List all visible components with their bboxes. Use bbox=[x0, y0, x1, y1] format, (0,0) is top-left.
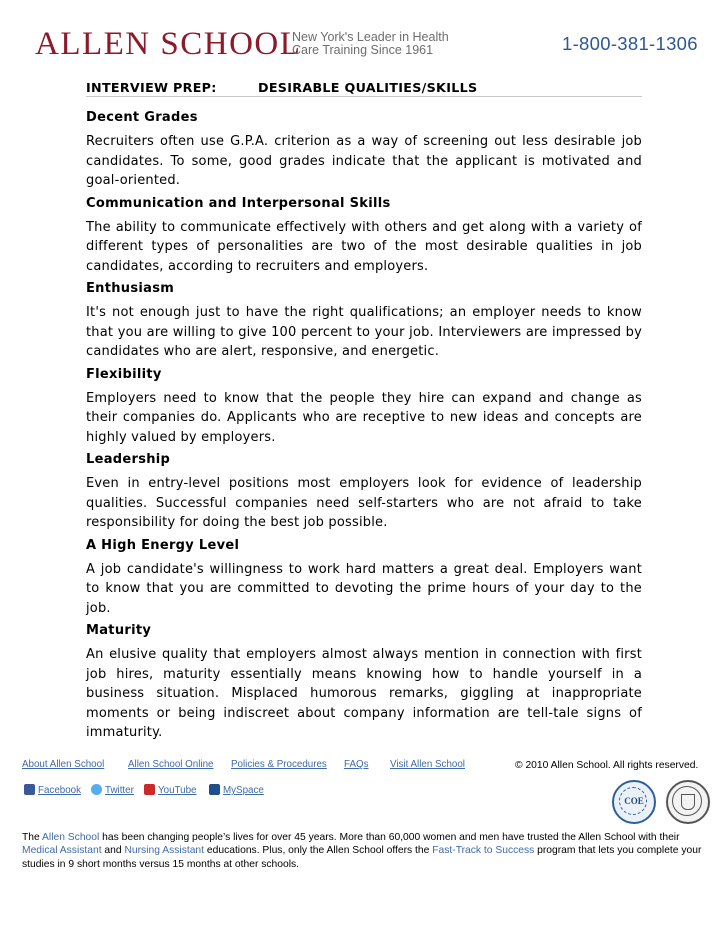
section-heading: Leadership bbox=[86, 452, 171, 467]
promo-text: program that lets you complete your studies in 9 short months versus 15 months at other schools. bbox=[22, 845, 702, 870]
header-tagline bbox=[292, 31, 472, 57]
section-leadership bbox=[86, 452, 642, 533]
coe-label: COE bbox=[624, 796, 644, 806]
copyright-text: © 2010 Allen School. All rights reserved. bbox=[515, 760, 699, 771]
promo-paragraph bbox=[22, 831, 712, 871]
new-york-state-seal-icon bbox=[666, 780, 710, 824]
youtube-link[interactable]: YouTube bbox=[158, 785, 197, 796]
seal-crest bbox=[681, 794, 695, 810]
link-policies-procedures[interactable]: Policies & Procedures bbox=[231, 759, 327, 770]
promo-text: and bbox=[101, 845, 125, 857]
section-body: An elusive quality that employers almost always mention in connection with first job hires, maturity essentially means knowing how to handle yourself in a business situation. Misplaced humorous remarks, giggling at inappropriate moments or being indiscreet about company information are tell-tale signs of immaturity. bbox=[86, 647, 642, 740]
section-heading: A High Energy Level bbox=[86, 537, 240, 553]
section-body: Recruiters often use G.P.A. criterion as a way of screening out less desirable job candidates. To some, good grades indicate that the applicant is motivated and goal-oriented. bbox=[86, 134, 642, 188]
myspace-link[interactable]: MySpace bbox=[223, 785, 264, 796]
section-communication bbox=[86, 196, 642, 277]
section-heading: Maturity bbox=[86, 623, 152, 638]
coe-accreditation-seal-icon bbox=[612, 780, 656, 824]
section-body: It's not enough just to have the right qualifications; an employer needs to know that you are willing to give 100 percent to your job. Interviewers are impressed by candidates who are alert, responsive, and energetic. bbox=[86, 305, 642, 359]
link-about-allen-school[interactable]: About Allen School bbox=[22, 759, 105, 770]
facebook-icon bbox=[24, 784, 35, 795]
promo-text: educations. Plus, only the Allen School offers the bbox=[204, 845, 433, 857]
section-body: Even in entry-level positions most employers look for evidence of leadership qualities. Successful companies need self-starters who are not afraid to take responsibility for doing the best job possible. bbox=[86, 476, 642, 530]
social-twitter[interactable] bbox=[91, 784, 134, 796]
allen-school-logo: ALLEN SCHOOL bbox=[35, 26, 302, 62]
title-left: INTERVIEW PREP: bbox=[86, 80, 217, 95]
social-youtube[interactable] bbox=[144, 784, 197, 796]
section-decent-grades bbox=[86, 110, 642, 191]
section-maturity bbox=[86, 623, 642, 743]
promo-text: has been changing people’s lives for over 45 years. More than 60,000 women and men have trusted the Allen School with their bbox=[99, 832, 680, 843]
social-myspace[interactable] bbox=[209, 784, 264, 796]
tagline-line-2: Care Training Since 1961 bbox=[292, 43, 434, 57]
promo-link-allen-school[interactable]: Allen School bbox=[42, 832, 100, 843]
section-body: A job candidate's willingness to work hard matters a great deal. Employers want to know that you are committed to devoting the prime hours of your day to the job. bbox=[86, 561, 642, 616]
section-heading: Communication and Interpersonal Skills bbox=[86, 195, 391, 211]
section-heading: Flexibility bbox=[86, 366, 162, 382]
twitter-icon bbox=[91, 784, 102, 795]
tagline-line-1: New York's Leader in Health bbox=[292, 30, 449, 44]
section-heading: Decent Grades bbox=[86, 110, 198, 125]
promo-link-nursing-assistant[interactable]: Nursing Assistant bbox=[124, 845, 205, 857]
facebook-link[interactable]: Facebook bbox=[38, 785, 82, 796]
promo-text: The bbox=[22, 832, 43, 843]
link-faqs[interactable]: FAQs bbox=[344, 759, 369, 770]
link-allen-school-online[interactable]: Allen School Online bbox=[128, 759, 214, 770]
promo-link-medical-assistant[interactable]: Medical Assistant bbox=[22, 845, 102, 857]
section-enthusiasm bbox=[86, 281, 642, 362]
youtube-icon bbox=[144, 784, 155, 795]
social-facebook[interactable] bbox=[24, 784, 81, 796]
phone-number: 1-800-381-1306 bbox=[562, 33, 698, 54]
link-visit-allen-school[interactable]: Visit Allen School bbox=[390, 759, 465, 770]
title-right: DESIRABLE QUALITIES/SKILLS bbox=[258, 80, 478, 95]
section-heading: Enthusiasm bbox=[86, 281, 175, 296]
page-title bbox=[86, 80, 642, 97]
section-body: The ability to communicate effectively with others and get along with a variety of different types of personalities are two of the most desirable qualities in job candidates, according to recruiters and employers. bbox=[86, 219, 642, 274]
section-body: Employers need to know that the people they hire can expand and change as their companies do. Applicants who are receptive to new ideas and concepts are highly valued by employers. bbox=[86, 390, 642, 445]
content-sections bbox=[86, 110, 642, 748]
myspace-icon bbox=[209, 784, 220, 795]
section-high-energy bbox=[86, 538, 642, 619]
promo-link-fast-track[interactable]: Fast-Track to Success bbox=[432, 845, 535, 857]
section-flexibility bbox=[86, 367, 642, 448]
twitter-link[interactable]: Twitter bbox=[105, 785, 134, 796]
